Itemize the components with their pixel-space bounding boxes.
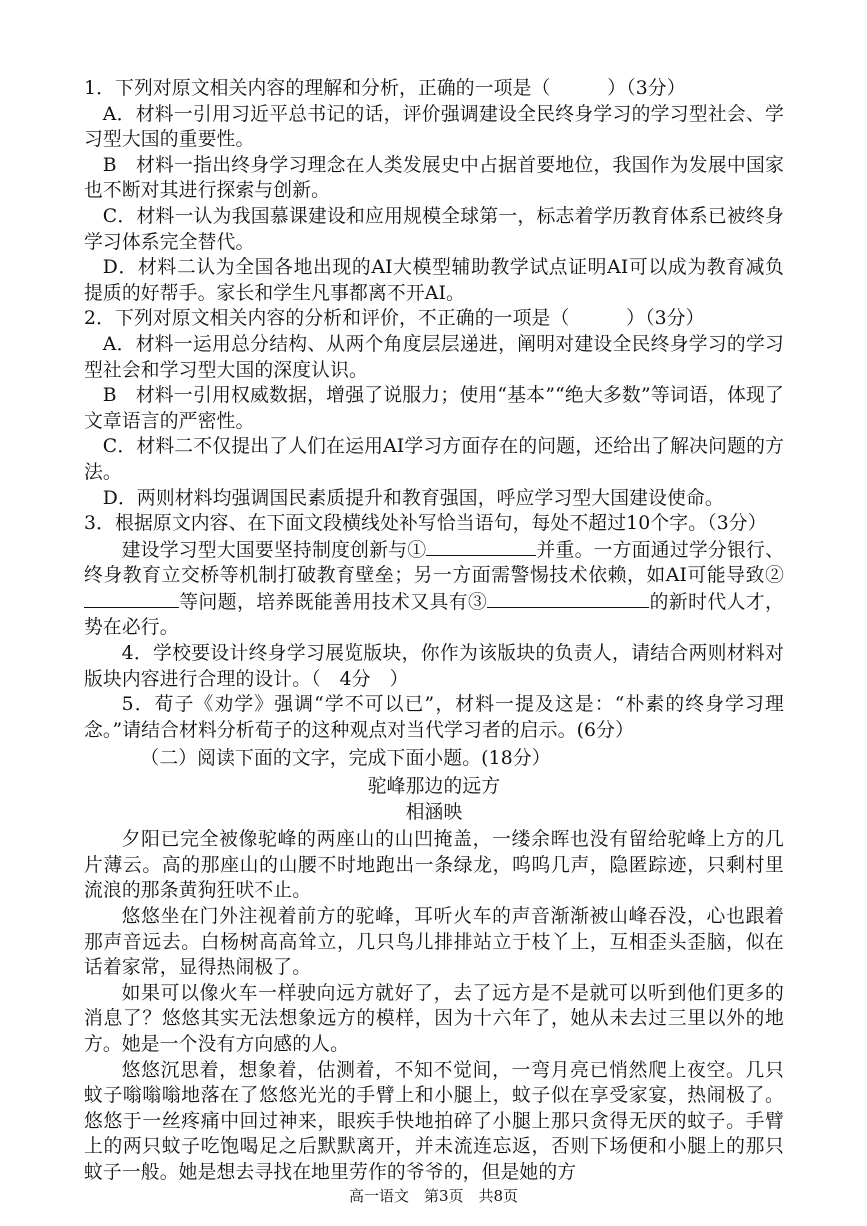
reading-section-heading: （二）阅读下面的文字，完成下面小题。(18分） [140, 748, 551, 770]
article-paragraph-3: 如果可以像火车一样驶向远方就好了，去了远方是不是就可以听到他们更多的消息了？悠悠其实无法想象远方的模样，因为十六年了，她从未去过三里以外的地方。她是一个没有方向感的人。 [84, 982, 784, 1055]
answer-blank-2[interactable] [84, 589, 179, 608]
answer-blank-3[interactable] [487, 589, 579, 608]
question-3-part-1: 建设学习型大国要坚持制度创新与① [121, 539, 427, 561]
question-2-option-b: B 材料一引用权威数据，增强了说服力；使用“基本”“绝大多数”等词语，体现了文章语言的严密性。 [84, 385, 784, 432]
question-4: 4．学校要设计终身学习展览版块，你作为该版块的负责人，请结合两则材料对版块内容进行合理的设计。（ 4分 ） [84, 643, 784, 690]
article-title: 驼峰那边的远方 [367, 776, 501, 798]
question-1-stem: 1．下列对原文相关内容的理解和分析，正确的一项是（ ）（3分） [84, 78, 686, 99]
question-2-option-a: A．材料一运用总分结构、从两个角度层层递进，阐明对建设全民终身学习的学习型社会和学习型大国的深度认识。 [84, 333, 784, 381]
article-paragraph-1: 夕阳已完全被像驼峰的两座山的山凹掩盖，一缕余晖也没有留给驼峰上方的几片薄云。高的那座山的山腰不时地跑出一条绿龙，呜呜几声，隐匿踪迹，只剩村里流浪的那条黄狗狂吠不止。 [84, 829, 784, 902]
article-author: 相涵映 [405, 801, 463, 823]
answer-blank-3-continued[interactable] [579, 589, 649, 608]
question-3-part-3: 等问题，培养既能善用技术又具有③ [179, 591, 488, 613]
question-2-option-d: D．两则材料均强调国民素质提升和教育强国，呼应学习型大国建设使命。 [102, 487, 724, 509]
question-5: 5．荀子《劝学》强调“学不可以已”，材料一提及这是：“朴素的终身学习理念。”请结合材料分析荀子的这种观点对当代学习者的启示。(6分） [84, 694, 784, 741]
page-footer: 高一语文 第3页 共8页 [348, 1187, 519, 1205]
question-2-stem: 2．下列对原文相关内容的分析和评价，不正确的一项是（ ）（3分） [84, 308, 705, 330]
question-3-part-2: 并重。一方面通过学分银行、终身教育立交桥等机制打破教育壁垒；另一方面需警惕技术依赖，如AI可能导致② [84, 539, 785, 587]
article-paragraph-2: 悠悠坐在门外注视着前方的驼峰，耳听火车的声音渐渐被山峰吞没，心也跟着那声音远去。白杨树高高耸立，几只鸟儿排排站立于枝丫上，互相歪头歪脑，似在话着家常，显得热闹极了。 [84, 906, 784, 979]
question-2-option-c: C．材料二不仅提出了人们在运用AI学习方面存在的问题，还给出了解决问题的方法。 [84, 436, 784, 483]
answer-blank-1[interactable] [426, 537, 536, 556]
question-3-part-4: 的新时代人才，势在必行。 [84, 591, 784, 639]
question-1-option-d: D．材料二认为全国各地出现的AI大模型辅助教学试点证明AI可以成为教育减负提质的好帮手。家长和学生凡事都离不开AI。 [84, 257, 784, 304]
article-paragraph-4: 悠悠沉思着，想象着，估测着，不知不觉间，一弯月亮已悄然爬上夜空。几只蚊子嗡嗡嗡地落在了悠悠光光的手臂上和小腿上，蚊子似在享受家宴，热闹极了。悠悠于一丝疼痛中回过神来，眼疾手快地拍碎了小腿上那只贪得无厌的蚊子。手臂上的两只蚊子吃饱喝足之后默默离开，并未流连忘返，否则下场便和小腿上的那只蚊子一般。她是想去寻找在地里劳作的爷爷的，但是她的方 [84, 1059, 784, 1183]
question-1-option-b: B 材料一指出终身学习理念在人类发展史中占据首要地位，我国作为发展中国家也不断对其进行探索与创新。 [84, 154, 784, 202]
question-3-stem: 3．根据原文内容、在下面文段横线处补写恰当语句，每处不超过10个字。（3分） [84, 513, 767, 535]
question-3-passage [84, 537, 784, 641]
question-1-option-c: C．材料一认为我国慕课建设和应用规模全球第一，标志着学历教育体系已被终身学习体系完全替代。 [84, 205, 784, 253]
question-1-option-a: A．材料一引用习近平总书记的话，评价强调建设全民终身学习的学习型社会、学习型大国的重要性。 [84, 103, 784, 151]
page-content [84, 76, 784, 1186]
